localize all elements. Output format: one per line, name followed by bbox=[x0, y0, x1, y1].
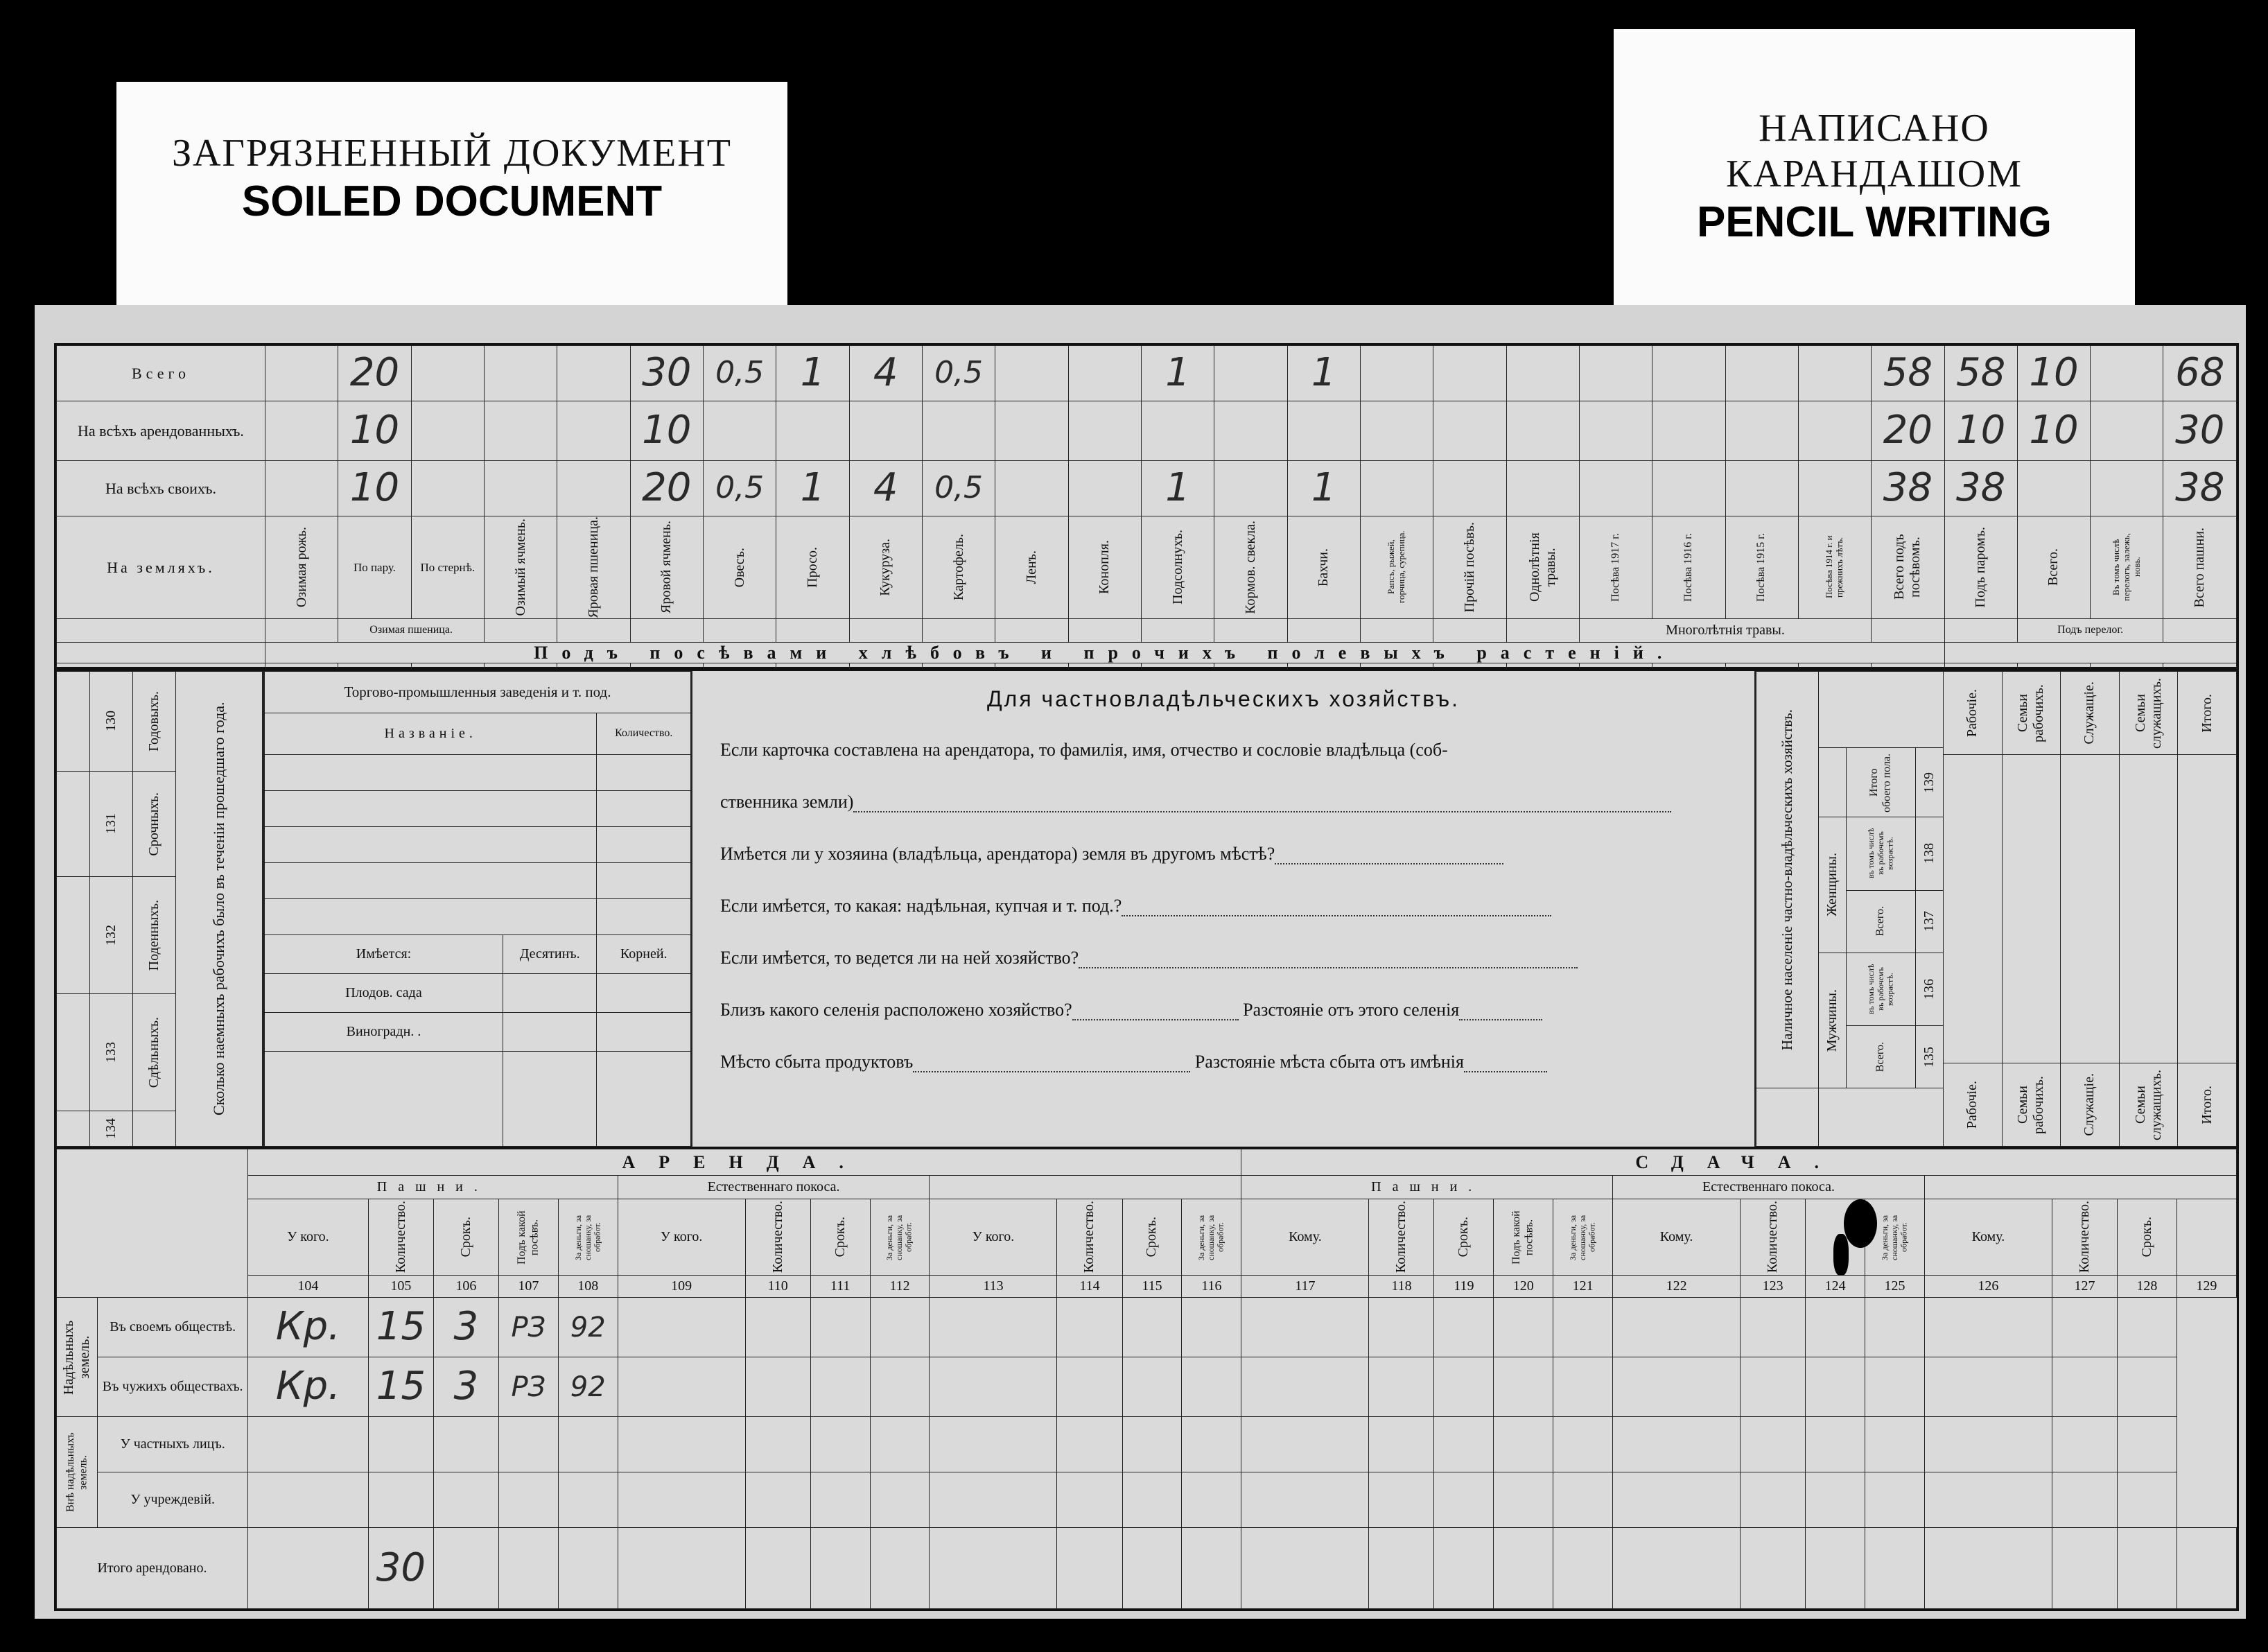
col-num: 131 bbox=[103, 813, 119, 835]
col-num: 134 bbox=[103, 1118, 119, 1140]
form-line-market bbox=[720, 1036, 1727, 1088]
col-header: Рапсъ, рыжей, горчица, сурепица. bbox=[1386, 530, 1407, 604]
col-num: 111 bbox=[810, 1276, 870, 1298]
col-header: Однолѣтнія травы. bbox=[1526, 532, 1558, 602]
total-both-label: Итого обоего пола. bbox=[1868, 752, 1893, 812]
sdacha-title: СДАЧА. bbox=[1241, 1149, 2237, 1176]
pencil-writing-label bbox=[1614, 29, 2135, 320]
soiled-label-en: SOILED DOCUMENT bbox=[241, 177, 663, 226]
col-num: 124 bbox=[1806, 1276, 1865, 1298]
col-header: Кому. bbox=[1613, 1199, 1741, 1276]
form-line-other-land bbox=[720, 828, 1727, 880]
form-line-village bbox=[720, 984, 1727, 1036]
col-header: Картофель. bbox=[950, 534, 966, 601]
col-header: За деньги, за сношанку, за обработ. bbox=[1567, 1214, 1597, 1260]
form-title: Для частновладѣльческихъ хозяйствъ. bbox=[986, 686, 1460, 711]
incl-workers-label: въ томъ числѣ въ рабочемъ возрастѣ. bbox=[1865, 964, 1895, 1015]
pencil-label-ru2: КАРАНДАШОМ bbox=[1725, 153, 2023, 196]
hw-value: 10 bbox=[338, 461, 411, 516]
col-header: Кукуруза. bbox=[878, 538, 893, 596]
all-label: Всего. bbox=[1874, 1041, 1887, 1072]
hw-value: 1 bbox=[1287, 346, 1360, 401]
hw-value: 1 bbox=[1287, 461, 1360, 516]
hw-value: 20 bbox=[338, 346, 411, 401]
form-line-text: Разстояніе отъ этого селенія bbox=[1243, 1000, 1460, 1020]
group-fallow: Подъ перелог. bbox=[2017, 618, 2163, 642]
other-land-field[interactable] bbox=[1275, 846, 1503, 864]
col-header: Всего подъ посѣвомъ. bbox=[1892, 534, 1924, 600]
population-block bbox=[1756, 671, 1943, 1147]
col-num: 115 bbox=[1122, 1276, 1182, 1298]
col-header: Семьи рабочихъ. bbox=[2015, 684, 2047, 742]
col-num: 120 bbox=[1494, 1276, 1553, 1298]
group-row bbox=[57, 618, 2237, 642]
hw-value: 1 bbox=[776, 461, 849, 516]
orchards-label: Плодов. сада bbox=[265, 974, 503, 1013]
form-line-text: Близъ какого селенія расположено хозяйство? bbox=[720, 1000, 1072, 1020]
col-header: Количество. bbox=[2076, 1201, 2092, 1273]
dessiatin-header: Десятинъ. bbox=[503, 935, 597, 974]
form-line-text: ственника земли) bbox=[720, 792, 854, 812]
hired-type: Срочныхъ. bbox=[146, 792, 162, 856]
col-header: Овесъ. bbox=[731, 547, 747, 587]
market-distance-field[interactable] bbox=[1464, 1054, 1547, 1072]
soiled-document-label bbox=[116, 82, 787, 316]
hw-value: 4 bbox=[849, 461, 922, 516]
col-header: Прочій посѣвъ. bbox=[1461, 522, 1477, 613]
hw-value: Кр. bbox=[248, 1298, 369, 1357]
hired-type: Сдѣльныхъ. bbox=[146, 1016, 162, 1088]
hw-value: 30 bbox=[630, 346, 703, 401]
col-num: 129 bbox=[2177, 1276, 2236, 1298]
hw-value: 10 bbox=[338, 401, 411, 461]
col-header: Служащіе. bbox=[2082, 1073, 2097, 1136]
form-line-text: Если имѣется, то какая: надѣльная, купчая и т. под.? bbox=[720, 896, 1122, 916]
row-label: На всѣхъ арендованныхъ. bbox=[57, 401, 265, 461]
hw-value: 30 bbox=[368, 1528, 433, 1609]
hw-value: 0,5 bbox=[922, 346, 995, 401]
pencil-label-en: PENCIL WRITING bbox=[1696, 198, 2052, 247]
col-num: 118 bbox=[1369, 1276, 1434, 1298]
col-header: За деньги, за сношанку, за обработ. bbox=[573, 1214, 602, 1260]
hw-value: Кр. bbox=[248, 1357, 369, 1417]
hw-value: РЗ bbox=[498, 1298, 558, 1357]
hw-value: 3 bbox=[433, 1357, 498, 1417]
col-num: 132 bbox=[103, 924, 119, 946]
form-line-farming bbox=[720, 932, 1727, 984]
col-num: 133 bbox=[103, 1042, 119, 1063]
col-header: За деньги, за сношанку, за обработ. bbox=[884, 1214, 914, 1260]
group-vne: Внѣ надѣльныхъ земель. bbox=[64, 1432, 89, 1512]
col-num: 117 bbox=[1241, 1276, 1369, 1298]
hw-value: 1 bbox=[1141, 461, 1214, 516]
col-header: Посѣва 1914 г. и прежнихъ лѣтъ. bbox=[1824, 535, 1844, 599]
col-header: Рабочіе. bbox=[1964, 688, 1980, 738]
row-leased bbox=[57, 401, 2237, 461]
col-header: За деньги, за сношанку, за обработ. bbox=[1196, 1214, 1225, 1260]
hw-value: 15 bbox=[368, 1298, 433, 1357]
hw-value: 38 bbox=[1944, 461, 2017, 516]
col-header: Яровой ячмень. bbox=[658, 521, 674, 614]
col-header: Подъ какой посѣвъ. bbox=[1510, 1210, 1535, 1264]
col-num: 126 bbox=[1924, 1276, 2052, 1298]
hw-value: 3 bbox=[433, 1298, 498, 1357]
trade-qty-header: Количество. bbox=[597, 713, 691, 755]
band-row bbox=[57, 642, 2237, 663]
col-header: Кормов. свекла. bbox=[1242, 520, 1258, 614]
col-header: Срокъ. bbox=[457, 1217, 473, 1258]
farming-field[interactable] bbox=[1079, 950, 1578, 968]
col-header: Посѣва 1917 г. bbox=[1609, 532, 1621, 602]
col-header: Срокъ. bbox=[2138, 1217, 2154, 1258]
hw-value: 10 bbox=[2017, 401, 2090, 461]
group-wheat: Озимая пшеница. bbox=[338, 618, 485, 642]
col-header: Количество. bbox=[769, 1201, 785, 1273]
col-num: 113 bbox=[930, 1276, 1057, 1298]
arenda-pokos: Естественнаго покоса. bbox=[618, 1176, 930, 1199]
form-line-text: Имѣется ли у хозяина (владѣльца, арендатора) земля въ другомъ мѣстѣ? bbox=[720, 844, 1275, 864]
hired-title: Сколько наемныхъ рабочихъ было въ теченіи прошедшаго года. bbox=[210, 702, 228, 1116]
col-header: Срокъ. bbox=[832, 1217, 848, 1258]
col-header: Итого. bbox=[2199, 693, 2215, 733]
col-num: 107 bbox=[498, 1276, 558, 1298]
sdacha-pashni: Пашни. bbox=[1241, 1176, 1613, 1199]
col-header: По пару. bbox=[353, 560, 396, 574]
sdacha-pokos: Естественнаго покоса. bbox=[1613, 1176, 1925, 1199]
col-header: Количество. bbox=[392, 1201, 408, 1273]
col-header: Кому. bbox=[1241, 1199, 1369, 1276]
village-field[interactable] bbox=[1072, 1002, 1239, 1020]
row-label: Въ чужихъ обществахъ. bbox=[98, 1357, 248, 1417]
row-label: У учреждевій. bbox=[98, 1472, 248, 1528]
hw-value: 10 bbox=[2017, 346, 2090, 401]
col-header: Количество. bbox=[1765, 1201, 1781, 1273]
group-nadel: Надѣльныхъ земель. bbox=[61, 1319, 93, 1395]
col-header: Срокъ. bbox=[1456, 1217, 1472, 1258]
hw-value: 15 bbox=[368, 1357, 433, 1417]
market-field[interactable] bbox=[913, 1054, 1190, 1072]
vineyards-label: Виноградн. . bbox=[265, 1013, 503, 1052]
staff-block bbox=[1943, 671, 2237, 1147]
hw-value: 58 bbox=[1944, 346, 2017, 401]
col-header: Рабочіе. bbox=[1964, 1080, 1980, 1129]
hw-value: 0,5 bbox=[703, 346, 776, 401]
ink-blot bbox=[1833, 1234, 1849, 1276]
hw-value: 20 bbox=[630, 461, 703, 516]
col-header: Всего пашни. bbox=[2192, 527, 2208, 607]
col-header: У кого. bbox=[930, 1199, 1057, 1276]
col-num: 116 bbox=[1182, 1276, 1241, 1298]
col-num: 108 bbox=[558, 1276, 618, 1298]
col-header: По стернѣ. bbox=[420, 560, 476, 574]
row-label: Всего bbox=[57, 346, 265, 401]
col-header: Подъ какой посѣвъ. bbox=[515, 1210, 541, 1264]
col-num: 130 bbox=[103, 711, 119, 732]
col-num: 127 bbox=[2052, 1276, 2117, 1298]
col-header: Бахчи. bbox=[1316, 548, 1332, 586]
col-num: 135 bbox=[1921, 1046, 1937, 1068]
hw-value: 1 bbox=[776, 346, 849, 401]
col-header: Конопля. bbox=[1097, 540, 1113, 595]
col-num: 105 bbox=[368, 1276, 433, 1298]
private-farm-form bbox=[691, 671, 1756, 1147]
col-num: 112 bbox=[870, 1276, 930, 1298]
row-label: Въ своемъ обществѣ. bbox=[98, 1298, 248, 1357]
hw-value: 38 bbox=[2163, 461, 2237, 516]
row-label: Итого арендовано. bbox=[57, 1528, 248, 1609]
col-header: Въ томъ числѣ перелогъ, залежь, новь. bbox=[2110, 533, 2142, 602]
col-num: 137 bbox=[1921, 911, 1937, 932]
all-label: Всего. bbox=[1874, 906, 1887, 937]
col-header: Количество. bbox=[1393, 1201, 1409, 1273]
hw-value: 10 bbox=[630, 401, 703, 461]
form-line-text: Разстояніе мѣста сбыта отъ имѣнія bbox=[1194, 1052, 1464, 1072]
pencil-label-ru1: НАПИСАНО bbox=[1759, 107, 1990, 150]
hired-type: Поденныхъ. bbox=[146, 899, 162, 971]
col-num: 106 bbox=[433, 1276, 498, 1298]
col-num: 121 bbox=[1553, 1276, 1613, 1298]
incl-workers-label: въ томъ числѣ въ рабочемъ возрастѣ. bbox=[1865, 828, 1895, 879]
col-num: 110 bbox=[745, 1276, 810, 1298]
form-line: Если карточка составлена на арендатора, то фамилія, имя, отчество и сословіе владѣльца (соб- bbox=[720, 740, 1448, 760]
col-header: Озимая рожь. bbox=[293, 527, 309, 608]
census-card bbox=[35, 305, 2246, 1619]
col-num: 138 bbox=[1921, 843, 1937, 864]
trade-name-header: Названіе. bbox=[265, 713, 597, 755]
col-header: Озимый ячмень. bbox=[512, 519, 528, 616]
men-label: Мужчины. bbox=[1824, 989, 1840, 1052]
row-label: На всѣхъ своихъ. bbox=[57, 461, 265, 516]
form-line-text: Мѣсто сбыта продуктовъ bbox=[720, 1052, 914, 1072]
roots-header: Корней. bbox=[597, 935, 691, 974]
col-header: Количество. bbox=[1081, 1201, 1097, 1273]
ink-blot bbox=[1844, 1199, 1877, 1248]
arenda-title: АРЕНДА. bbox=[248, 1149, 1241, 1176]
hw-value: РЗ bbox=[498, 1357, 558, 1417]
hw-value: 1 bbox=[1141, 346, 1214, 401]
hw-value: 92 bbox=[558, 1357, 618, 1417]
middle-section bbox=[54, 669, 2239, 1149]
hw-value: 0,5 bbox=[703, 461, 776, 516]
header-row bbox=[57, 516, 2237, 619]
col-num: 128 bbox=[2117, 1276, 2177, 1298]
col-num: 109 bbox=[618, 1276, 745, 1298]
row-total bbox=[57, 346, 2237, 401]
soiled-label-ru: ЗАГРЯЗНЕННЫЙ ДОКУМЕНТ bbox=[172, 132, 732, 175]
col-header: У кого. bbox=[618, 1199, 745, 1276]
col-header: Кому. bbox=[1924, 1199, 2052, 1276]
col-header: За деньги, за сношанку, за обработ. bbox=[1879, 1214, 1909, 1260]
col-header: Семьи служащихъ. bbox=[2132, 1069, 2164, 1140]
col-num: 123 bbox=[1741, 1276, 1806, 1298]
col-num: 136 bbox=[1921, 978, 1937, 1000]
col-num: 139 bbox=[1921, 772, 1937, 793]
col-header: У кого. bbox=[248, 1199, 369, 1276]
col-num: 114 bbox=[1057, 1276, 1122, 1298]
col-header: Срокъ. bbox=[1144, 1217, 1160, 1258]
col-header: Семьи рабочихъ. bbox=[2015, 1075, 2047, 1134]
group-perennial: Многолѣтнія травы. bbox=[1579, 618, 1871, 642]
form-line-owner bbox=[720, 776, 1727, 828]
hired-type: Годовыхъ. bbox=[146, 691, 162, 751]
col-num: 125 bbox=[1865, 1276, 1925, 1298]
has-label: Имѣется: bbox=[265, 935, 503, 974]
col-num: 104 bbox=[248, 1276, 369, 1298]
col-header: Яровая пшеница. bbox=[585, 516, 601, 618]
lease-table bbox=[54, 1147, 2239, 1611]
land-type-field[interactable] bbox=[1122, 898, 1551, 916]
col-header: Семьи служащихъ. bbox=[2132, 677, 2164, 749]
col-header: Подсолнухъ. bbox=[1169, 530, 1185, 605]
col-num: 119 bbox=[1434, 1276, 1494, 1298]
form-line-text: Если имѣется, то ведется ли на ней хозяйство? bbox=[720, 948, 1079, 968]
col-header: Просо. bbox=[804, 546, 820, 588]
row-own bbox=[57, 461, 2237, 516]
trade-title: Торгово-промышленныя заведенія и т. под. bbox=[265, 672, 691, 713]
hw-value: 4 bbox=[849, 346, 922, 401]
crops-table bbox=[54, 343, 2239, 669]
hw-value: 20 bbox=[1872, 401, 1944, 461]
form-line-land-type bbox=[720, 880, 1727, 932]
col-header: Посѣва 1915 г. bbox=[1755, 532, 1768, 602]
hw-value: 58 bbox=[1872, 346, 1944, 401]
village-distance-field[interactable] bbox=[1459, 1002, 1542, 1020]
col-header: Посѣва 1916 г. bbox=[1682, 532, 1695, 602]
trade-block bbox=[264, 671, 691, 1147]
hw-value: 68 bbox=[2163, 346, 2237, 401]
arenda-pashni: Пашни. bbox=[248, 1176, 618, 1199]
crops-band-title: Подъ посѣвами хлѣбовъ и прочихъ полевыхъ растеній. bbox=[265, 642, 1944, 663]
hw-value: 30 bbox=[2163, 401, 2237, 461]
women-label: Женщины. bbox=[1824, 853, 1840, 917]
population-title: Наличное населеніе частно-владѣльческихъ хозяйствъ. bbox=[1779, 709, 1796, 1050]
hw-value: 92 bbox=[558, 1298, 618, 1357]
hw-value: 10 bbox=[1944, 401, 2017, 461]
row-label: На земляхъ. bbox=[57, 516, 265, 619]
col-header: Служащіе. bbox=[2082, 681, 2097, 745]
row-label: У частныхъ лицъ. bbox=[98, 1417, 248, 1472]
hired-workers-block bbox=[56, 671, 264, 1147]
col-num: 122 bbox=[1613, 1276, 1741, 1298]
col-header: Итого. bbox=[2199, 1085, 2215, 1124]
col-header: Подъ паромъ. bbox=[1973, 526, 1989, 608]
owner-field[interactable] bbox=[853, 794, 1671, 812]
hw-value: 38 bbox=[1872, 461, 1944, 516]
hw-value: 0,5 bbox=[922, 461, 995, 516]
col-header: Всего. bbox=[2045, 548, 2061, 586]
col-header: Ленъ. bbox=[1023, 550, 1039, 584]
